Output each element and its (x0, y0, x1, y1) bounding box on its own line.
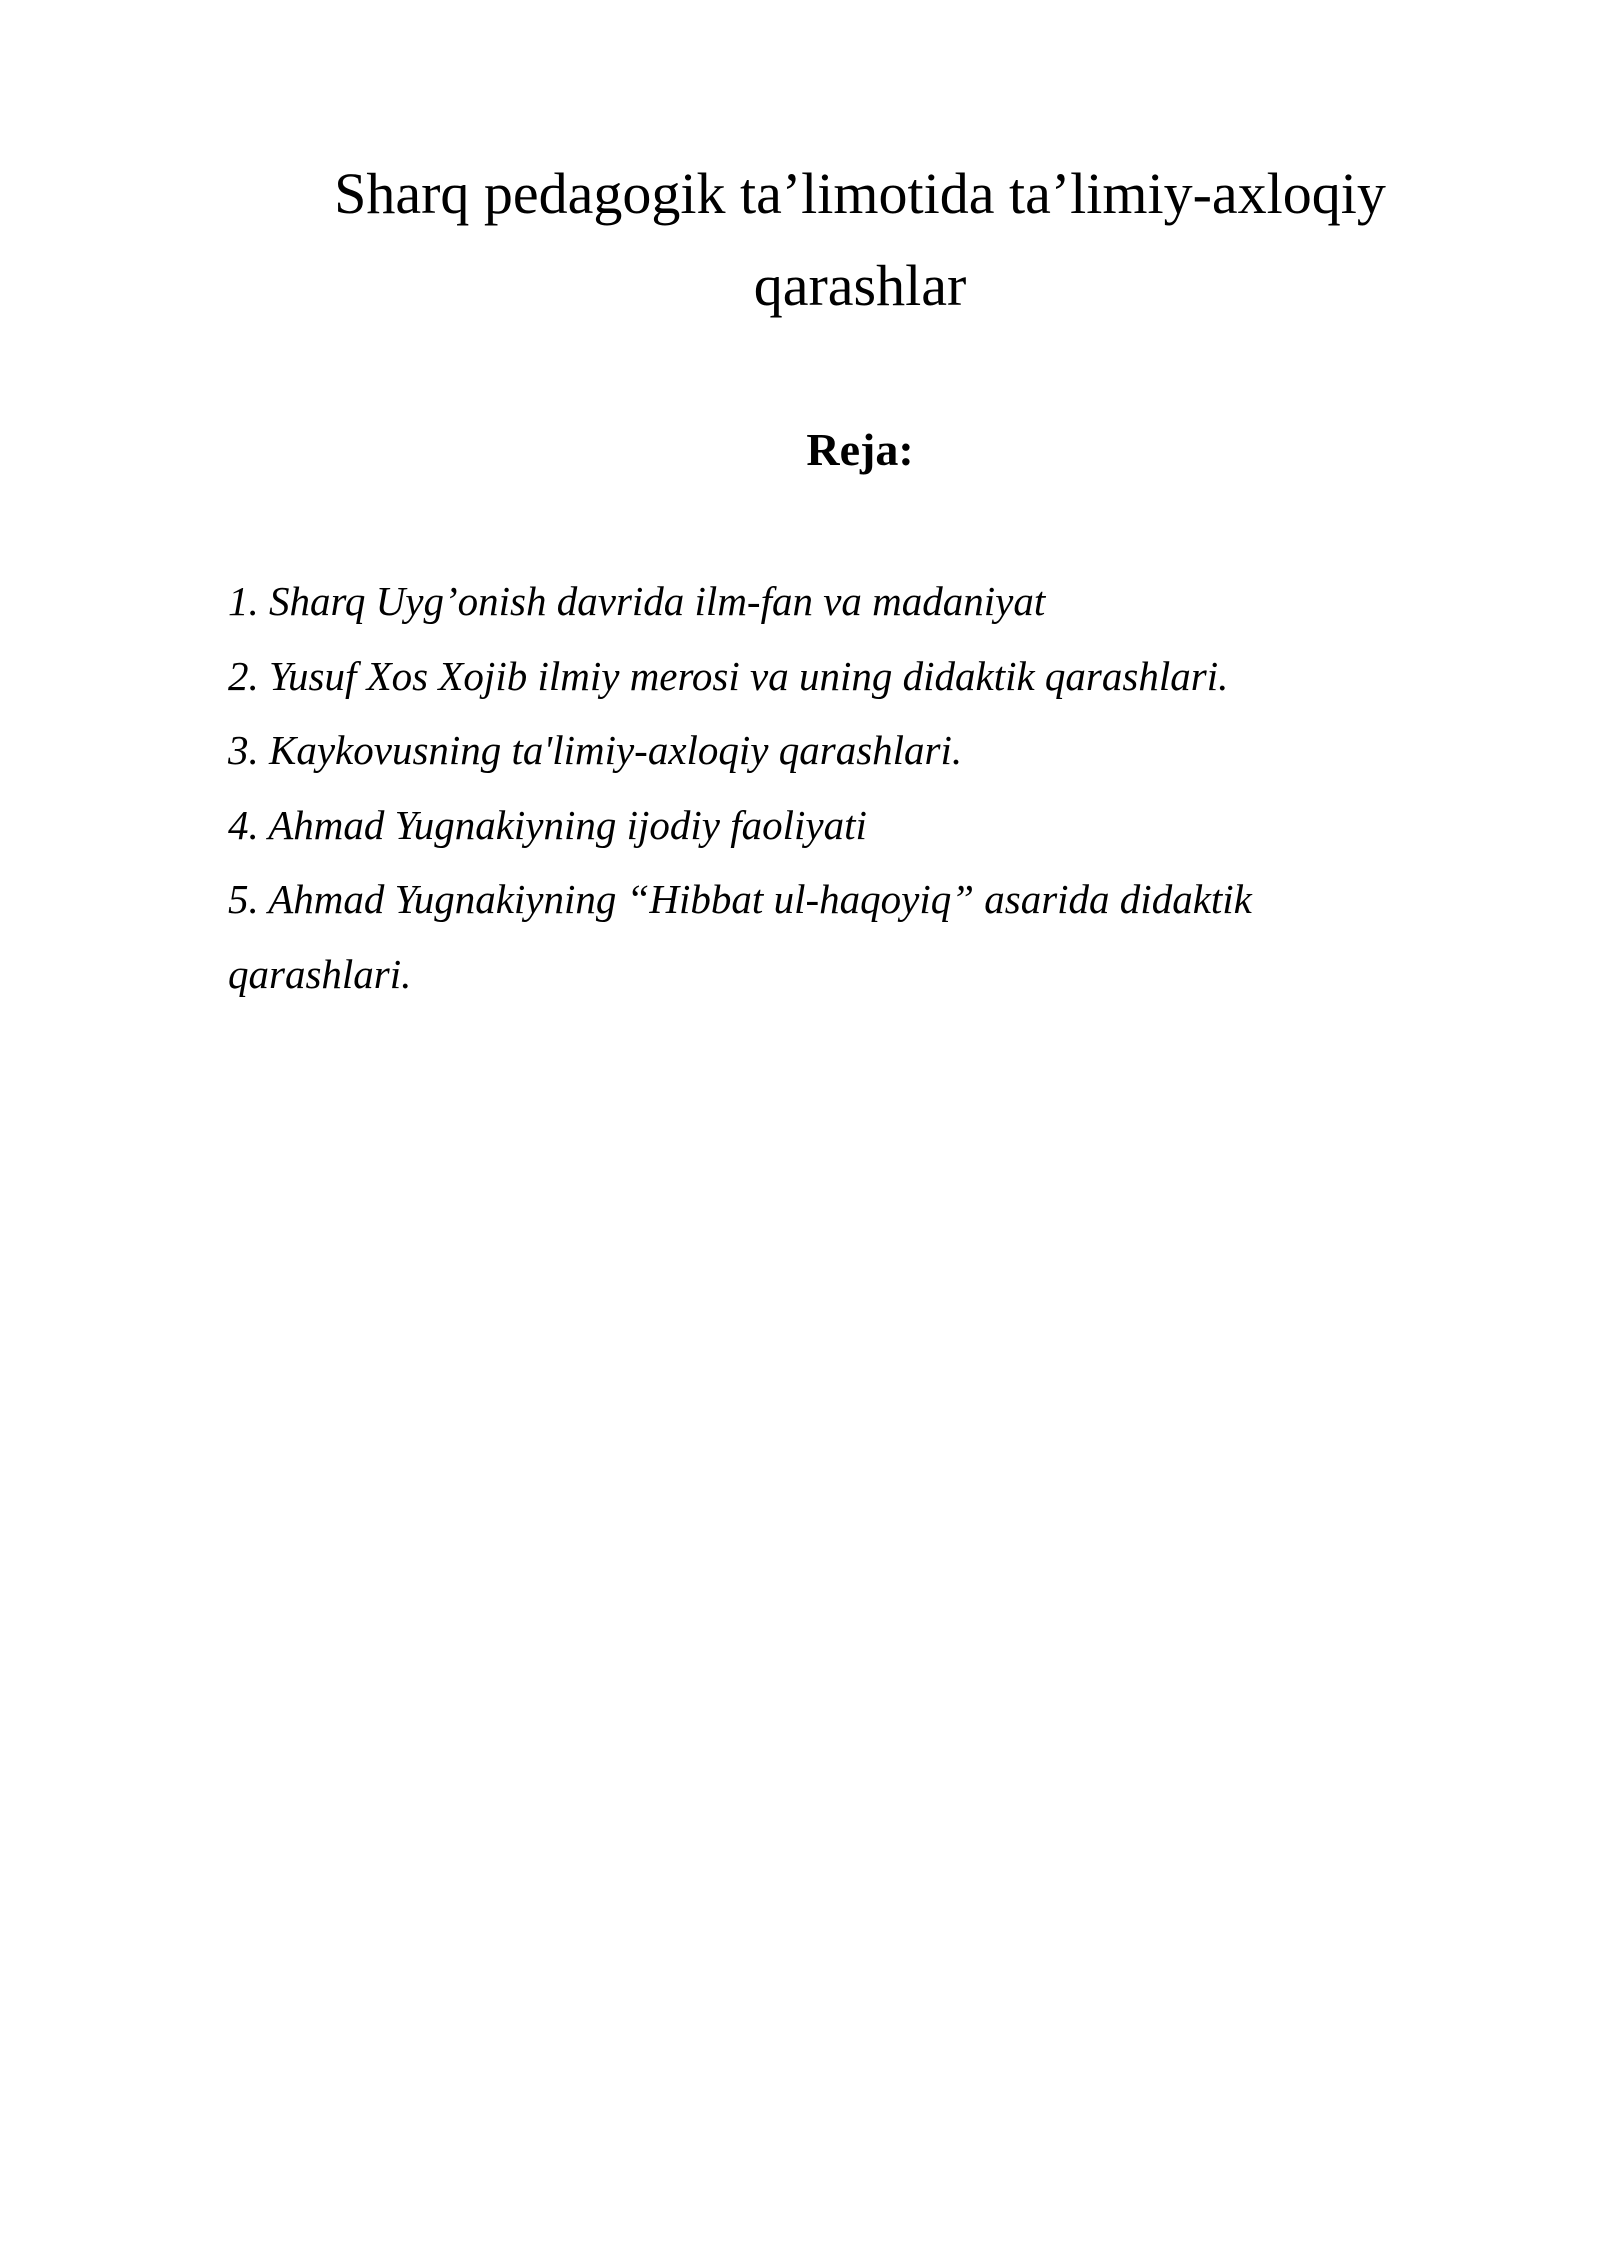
plan-item-3: 3. Kaykovusning ta'limiy-axloqiy qarashlari. (228, 727, 963, 773)
title-line-1: Sharq pedagogik ta’limotida ta’limiy-axloqiy (334, 161, 1386, 226)
plan-item-1: 1. Sharq Uyg’onish davrida ilm-fan va madaniyat (228, 578, 1046, 624)
plan-item-5-continued: qarashlari. (228, 950, 412, 997)
plan-item-2: 2. Yusuf Xos Xojib ilmiy merosi va uning didaktik qarashlari. (228, 652, 1229, 699)
plan-item-5: 5. Ahmad Yugnakiyning “Hibbat ul-haqoyiq” asarida didaktik (228, 876, 1252, 922)
plan-list (228, 564, 1408, 1011)
document-title (270, 148, 1450, 332)
plan-heading: Reja: (806, 424, 914, 475)
plan-item-4: 4. Ahmad Yugnakiyning ijodiy faoliyati (228, 801, 867, 848)
title-line-2: qarashlar (753, 253, 967, 318)
